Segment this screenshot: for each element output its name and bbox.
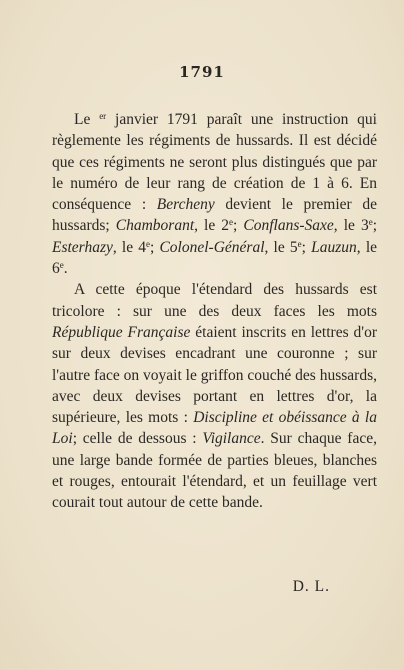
- text-run: janvier 1791 paraît une instruction qui règlemente les régiments de hussards. Il est décidé que ces régiments ne seront plus distingués que par le numéro de leur rang de création de 1 à 6. En conséquence :: [52, 111, 377, 214]
- text-run: , le 4: [112, 238, 146, 256]
- text-run: ;: [233, 217, 244, 235]
- motto-text: Vigilance: [202, 430, 261, 448]
- text-run: ;: [372, 217, 378, 235]
- regiment-name: Bercheny: [156, 196, 215, 214]
- superscript: e: [229, 217, 234, 228]
- regiment-name: Chamborant: [115, 217, 195, 235]
- body-text: [52, 109, 377, 514]
- superscript: e: [368, 217, 373, 228]
- page-heading: 1791: [179, 63, 225, 81]
- superscript: e: [59, 260, 64, 271]
- text-run: Le: [74, 111, 100, 128]
- paragraph-2: [52, 279, 377, 513]
- signature: D. L.: [292, 578, 330, 595]
- text-run: devient le premier de hussards;: [52, 196, 377, 235]
- regiment-name: Conflans-Saxe: [243, 217, 334, 235]
- regiment-name: Lauzun: [311, 238, 357, 256]
- regiment-name: Esterhazy: [52, 238, 113, 256]
- text-run: . Sur chaque face, une large bande formée de parties bleues, blanches et rouges, entourait l'étendard, et un feuillage vert courait tout autour de cette bande.: [52, 430, 377, 512]
- text-run: .: [63, 260, 68, 278]
- motto-text: Discipline et obéissance à la Loi: [52, 409, 377, 448]
- text-run: ;: [301, 238, 312, 256]
- text-run: ; celle de dessous :: [72, 430, 203, 448]
- motto-text: République Française: [52, 323, 191, 341]
- superscript: e: [297, 238, 302, 249]
- paragraph-1: [52, 109, 377, 279]
- superscript: e: [146, 238, 150, 249]
- regiment-name: Colonel-Général: [159, 238, 265, 256]
- superscript: er: [99, 111, 107, 121]
- text-run: , le 2: [194, 217, 230, 235]
- text-run: ;: [150, 238, 160, 256]
- text-run: A cette époque l'étendard des hussards est tricolore : sur une des deux faces les mots: [52, 281, 377, 320]
- text-run: étaient inscrits en lettres d'or sur deux devises encadrant une couronne ; sur l'autre face on voyait le griffon couché des hussards, avec deux devises portant en lettres d'or, la supérieure, les mots :: [52, 323, 377, 427]
- text-run: , le 6: [52, 238, 378, 278]
- text-run: , le 3: [333, 217, 369, 235]
- text-run: , le 5: [264, 238, 298, 256]
